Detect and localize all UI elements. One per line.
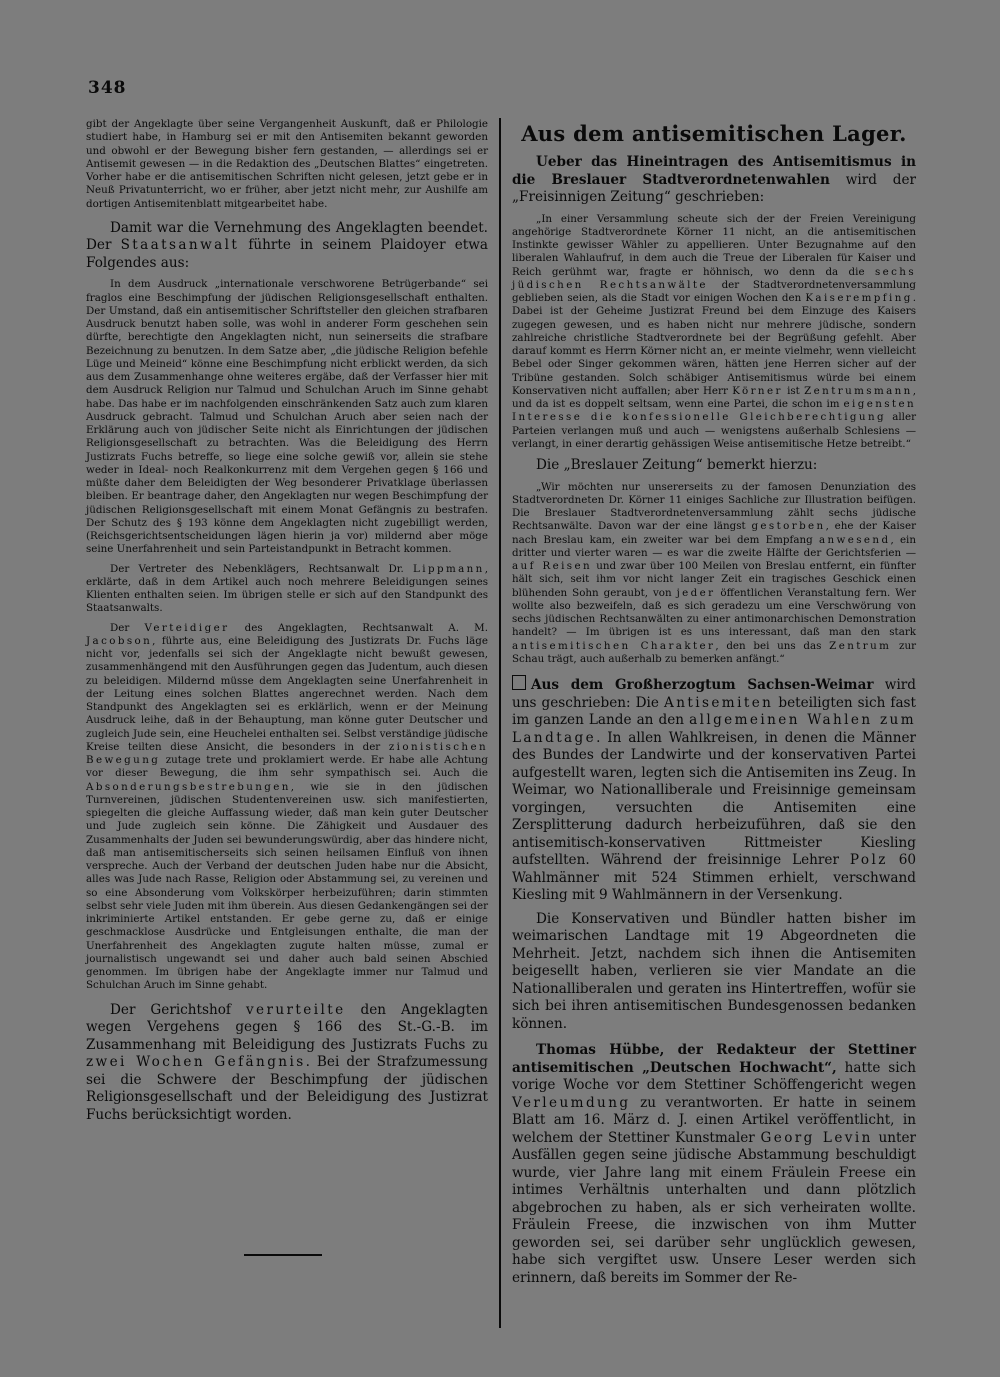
paragraph-defense-counsel: Der Verteidiger des Angeklagten, Rechtsanwalt A. M. Jacobson, führte aus, eine Beleidigung des Justizrats Dr. Fuchs läge nicht vor, jedenfalls sei sich der Angeklagte nicht bewußt gewesen, zusammenhängend mit den Ausführungen gegen das Judentum, auch diesen zu beleidigen. Mildernd müsse dem Angeklagten seine Unerfahrenheit in der Leitung eines solchen Blattes angerechnet werden. Nach dem Standpunkt des Angeklagten sei es erklärlich, wenn er der Meinung Ausdruck leihe, daß in der Behauptung, man könne guter Deutscher und zugleich Jude sein, eine Heuchelei enthalten sei. Selbst verständige jüdische Kreise teilten diese Ansicht, die besonders in der zionistischen Bewegung zutage trete und proklamiert werde. Er habe alle Achtung vor dieser Bewegung, die ihm sehr sympathisch sei. Auch die Absonderungsbestrebungen, wie sie in den jüdischen Turnvereinen, jüdischen Studentenvereinen usw. sich manifestierten, spiegelten die gleiche Auffassung wieder, daß man kein guter Deutscher und Jude zugleich sein könne. Die Zähigkeit und Ausdauer des Zusammenhalts der Juden sei bewunderungswürdig, aber das hindere nicht, daß man antisemitischerseits sich seinen heilsamen Einfluß von ihnen verspreche. Auch der Verband der deutschen Juden habe nur die Absicht, alles was Jude nach Rasse, Religion oder Abstammung sei, zu vereinen und so eine Absonderung vom Volkskörper herbeizuführen; darin stimmten selbst sehr viele Juden mit ihm überein. Aus diesen Gedankengängen sei der inkriminierte Artikel entstanden. Er gebe gerne zu, daß er einige geschmacklose Ausdrücke und Entgleisungen enthalte, die man der Unerfahrenheit des Angeklagten zugute halten müsse, zumal er journalistisch ungewandt sei und daher auch bald seinen Abschied genommen. Im übrigen habe der Angeklagte immer nur Talmud und Schulchan Aruch im Sinne gehabt. — [86, 621, 488, 992]
paragraph-defendant-background: gibt der Angeklagte über seine Vergangenheit Auskunft, daß er Philologie studiert habe, in Hamburg sei er mit den Antisemiten bekannt geworden und obwohl er der Bewegung bisher fern gestanden, — allerdings sei er Antisemit gewesen — in die Redaktion des „Deutschen Blattes“ eingetreten. Vorher habe er die antisemitischen Schriften nicht gelesen, jetzt gebe er in Neuß Privatunterricht, wo er früher, aber jetzt nicht mehr, zur Aushilfe am dortigen Antisemitenblatt mitgearbeitet habe. — [86, 118, 488, 210]
article-end-rule — [244, 1254, 322, 1256]
paragraph-breslauer-zeitung: Die „Breslauer Zeitung“ bemerkt hierzu: — [536, 457, 818, 473]
paragraph-breslau-intro: Ueber das Hineintragen des Antisemitismus in die Breslauer Stadtverordnetenwahlen wird der „Freisinnigen Zeitung“ geschrieben: — [512, 154, 916, 205]
section-heading: Aus dem antisemitischen Lager. — [521, 121, 907, 146]
spaced-sentence: zwei Wochen Gefängnis — [86, 1054, 306, 1070]
section-box-icon — [512, 675, 526, 690]
quote-freisinnige-zeitung: „In einer Versammlung scheute sich der der Freien Vereinigung angehörige Stadtverordnete Körner 11 nicht, an die antisemitischen Instinkte gewisser Wähler zu appellieren. Unter Bezugnahme auf den liberalen Wahlaufruf, in dem auch die Treue der Liberalen für Kaiser und Reich gerühmt war, fragte er höhnisch, wo denn da die sechs jüdischen Rechtsanwälte der Stadtverordnetenversammlung geblieben seien, als die Stadt vor einigen Wochen den Kaiserempfing. Dabei ist der Geheime Justizrat Freund bei dem Einzuge des Kaisers zugegen gewesen, und es haben nicht nur mehrere jüdische, sondern zahlreiche christliche Stadtverordnete bei der Begrüßung gefehlt. Aber darauf kommt es Herrn Körner nicht an, er meinte vielmehr, wenn vielleicht Bebel oder Singer gekommen wären, hätten jene Herren sicher auf der Tribüne gestanden. Solch schäbiger Antisemitismus würde bei einem Konservativen nicht auffallen; aber Herr Körner ist Zentrumsmann, und da ist es doppelt seltsam, wenn eine Partei, die schon im eigensten Interesse die konfessionelle Gleichberechtigung aller Parteien verlangen muß und auch — wenigstens außerhalb Schlesiens — verlangt, in einer derartig gehässigen Weise antisemitische Hetze betreibt.“ — [512, 212, 916, 450]
paragraph-plaintiff-counsel: Der Vertreter des Nebenklägers, Rechtsanwalt Dr. Lippmann, erklärte, daß in dem Artikel auch noch mehrere Beleidigungen seines Klienten enthalten seien. Im übrigen stelle er sich auf den Standpunkt des Staatsanwalts. — [86, 562, 488, 615]
spaced-verurteilte: verurteilte — [245, 1001, 346, 1018]
quote-breslauer-zeitung: „Wir möchten nur unsererseits zu der famosen Denunziation des Stadtverordneten Dr. Körner 11 einiges Sachliche zur Illustration beifügen. Die Breslauer Stadtverordnetenversammlung zählt sechs jüdische Rechtsanwälte. Davon war der eine längst gestorben, ehe der Kaiser nach Breslau kam, ein zweiter war bei dem Empfang anwesend, ein dritter und vierter waren — es war die zweite Hälfte der Gerichtsferien — auf Reisen und zwar über 100 Meilen von Breslau entfernt, ein fünfter hält sich, seit ihm vor nicht langer Zeit ein tragisches Geschick einen blühenden Sohn geraubt, von jeder öffentlichen Veranstaltung fern. Wer wollte also bezweifeln, daß es sich geradezu um eine Verschwörung von sechs jüdischen Rechtsanwälten zu einer antimonarchischen Demonstration handelt? — Im übrigen ist es uns interessant, daß man den stark antisemitischen Charakter, den bei uns das Zentrum zur Schau trägt, auch außerhalb zu bemerken anfängt.“ — [512, 480, 916, 665]
paragraph-end-of-hearing: Damit war die Vernehmung des Angeklagten beendet. Der Staatsanwalt führte in seinem Plaidoyer etwa Folgendes aus: — [86, 219, 488, 271]
left-column — [86, 118, 488, 1124]
page-number: 348 — [88, 78, 127, 98]
breslau-lead: Ueber das Hineintragen des Antisemitismus in die Breslauer Stadtverordnetenwahlen — [512, 154, 916, 188]
paragraph-verdict: Der Gerichtshof verurteilte den Angeklagten wegen Vergehens gegen § 166 des St.-G.-B. im Zusammenhang mit Beleidigung des Justizrats Fuchs zu zwei Wochen Gefängnis. Bei der Strafzumessung sei die Schwere der Beschimpfung der jüdischen Religionsgesellschaft und der Beleidigung des Justizrat Fuchs berücksichtigt worden. — [86, 1001, 488, 1123]
paragraph-prosecutor-plea: In dem Ausdruck „internationale verschworene Betrügerbande“ sei fraglos eine Beschimpfung der jüdischen Religionsgesellschaft enthalten. Der Umstand, daß ein antisemitischer Schriftsteller den gleichen strafbaren Ausdruck benutzt haben solle, was wohl in anderer Form geschehen sein dürfte, berechtigte den Angeklagten nicht, nun seinerseits die strafbare Bezeichnung zu benutzen. In dem Satze aber, „die jüdische Religion befehle Lüge und Meineid“ könne eine Beschimpfung nicht erblickt werden, da sich aus dem Zusammenhange ohne weiteres ergäbe, daß der Verfasser hier mit dem Ausdruck Religion nur Talmud und Schulchan Aruch im Sinne gehabt habe. Das habe er im nachfolgenden einschränkenden Satz auch zum klaren Ausdruck gebracht. Talmud und Schulchan Aruch aber seien nach der Erklärung auch von jüdischer Seite nicht als Einrichtungen der jüdischen Religionsgesellschaft zu betrachten. Was die Beleidigung des Herrn Justizrats Fuchs betreffe, so liege eine solche gewiß vor, allein sie stehe weder in Ideal- noch Realkonkurrenz mit dem Vergehen gegen § 166 und müßte daher dem Beleidigten der Weg besonderer Privatklage überlassen bleiben. Er beantrage daher, den Angeklagten nur wegen Beschimpfung der jüdischen Religionsgesellschaft mit einem Monat Gefängnis zu bestrafen. Der Schutz des § 193 könne dem Angeklagten nicht zugebilligt werden, (Reichsgerichtsentscheidungen lägen hierin ja vor) mildernd aber möge seine Unerfahrenheit und sein Parteistandpunkt in Betracht kommen. — [86, 278, 488, 556]
spaced-lippmann: Lippmann — [413, 562, 485, 575]
paragraph-huebbe: Thomas Hübbe, der Redakteur der Stettiner antisemitischen „Deutschen Hochwacht“, hatte sich vorige Woche vor dem Stettiner Schöffengericht wegen Verleumdung zu verantworten. Er hatte in seinem Blatt am 16. März d. J. einen Artikel veröffentlicht, in welchem der Stettiner Kunstmaler Georg Levin unter Ausfällen gegen seine jüdische Abstammung beschuldigt wurde, vier Jahre lang mit einem Fräulein Freese ein intimes Verhältnis unterhalten und dann plötzlich abgebrochen zu haben, als er sich verheiraten wollte. Fräulein Freese, die inzwischen von ihm Mutter geworden sei, sei darüber sehr unglücklich gewesen, habe sich vergiftet usw. Unsere Leser werden sich erinnern, daß bereits im Sommer der Re- — [512, 1042, 916, 1286]
spaced-verteidiger: Verteidiger — [144, 621, 230, 634]
paragraph-sachsen-weimar: Aus dem Großherzogtum Sachsen-Weimar wird uns geschrieben: Die Antisemiten beteiligten sich fast im ganzen Lande an den allgemeinen Wahlen zum Landtage. In allen Wahlkreisen, in denen die Männer des Bundes der Landwirte und der konservativen Partei aufgestellt waren, legten sich die Antisemiten ins Zeug. In Weimar, wo Nationalliberale und Freisinnige gemeinsam vorgingen, versuchten die Antisemiten eine Zersplitterung dadurch herbeizuführen, daß sie den antisemitisch-konservativen Rittmeister Kiesling aufstellten. Während der freisinnige Lehrer Polz 60 Wahlmänner mit 524 Stimmen erhielt, verschwand Kiesling mit 9 Wahlmännern in der Versenkung. — [512, 677, 917, 903]
spaced-separation-efforts: Absonderungsbestrebungen — [86, 780, 291, 793]
spaced-jacobson: Jacobson — [86, 634, 153, 647]
right-column — [512, 118, 916, 1287]
spaced-staatsanwalt: Staatsanwalt — [120, 237, 240, 254]
huebbe-lead: Thomas Hübbe, der Redakteur der Stettiner antisemitischen „Deutschen Hochwacht“, — [512, 1042, 916, 1076]
paragraph-weimar-landtag: Die Konservativen und Bündler hatten bisher im weimarischen Landtage mit 19 Abgeordneten die Mehrheit. Jetzt, nachdem sich ihnen die Antisemiten beigesellt haben, verlieren sie vier Mandate an die Nationalliberalen und geraten ins Hintertreffen, wofür sie sich bei ihren antisemitischen Bundesgenossen bedanken können. — [512, 910, 916, 1032]
column-divider — [499, 118, 501, 1328]
spaced-zionist-movement: zionistischen Bewegung — [86, 740, 488, 766]
sachsen-weimar-lead: Aus dem Großherzogtum Sachsen-Weimar — [531, 677, 874, 693]
